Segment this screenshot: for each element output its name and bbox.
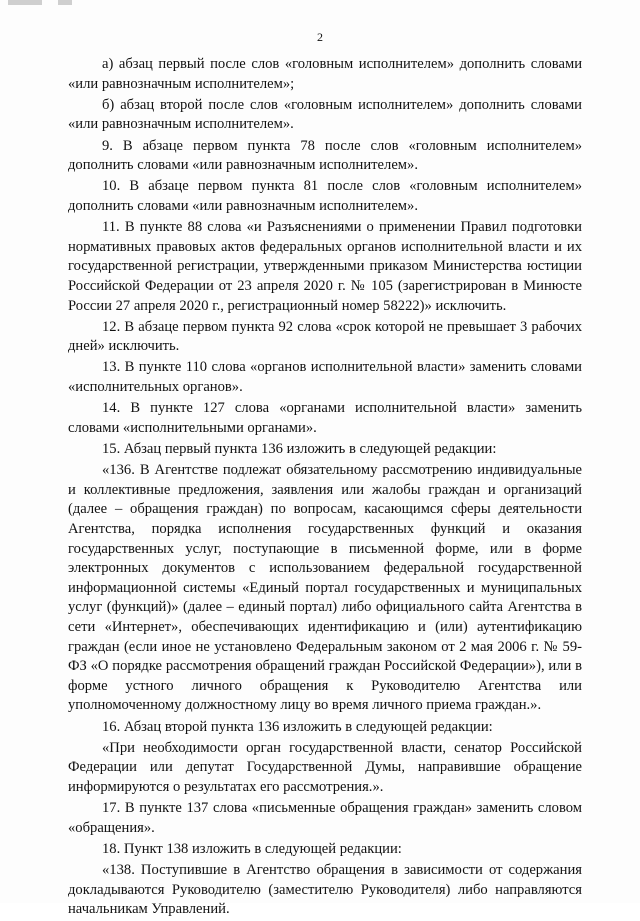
paragraph-136-second-text: «При необходимости орган государственной власти, сенатор Российской Федерации или депутат Государственной Думы, направившие обращение информируются о результатах его рассмотрения.». <box>68 739 582 795</box>
paragraph-14: 14. В пункте 127 слова «органами исполнительной власти» заменить словами «исполнительными органами». <box>68 400 582 436</box>
paragraph-12: 12. В абзаце первом пункта 92 слова «срок которой не превышает 3 рабочих дней» исключить. <box>68 318 582 355</box>
paragraph-136-text: «136. В Агентстве подлежат обязательному рассмотрению индивидуальные и коллективные предложения, заявления или жалобы граждан и организаций (далее – обращения граждан) по вопросам, касающимся сферы деятельности Агентства, порядка исполнения государственных функций и оказания государственных услуг, поступающие в письменной форме, или в форме электронных документов с использованием федеральной государственной информационной системы «Единый портал государственных и муниципальных услуг (функций)» (далее – единый портал) либо официального сайта Агентства в сети «Интернет», обеспечивающих идентификацию и (или) аутентификацию граждан (если иное не установлено Федеральным законом от 2 мая 2006 г. № 59-ФЗ «О порядке рассмотрения обращений граждан Российской Федерации»), или в форме устного личного обращения к Руководителю Агентства или уполномоченному должностному лицу во время личного приема граждан.». <box>68 462 582 714</box>
document-body <box>68 55 582 921</box>
page-number: 2 <box>317 30 323 44</box>
paragraph-10: 10. В абзаце первом пункта 81 после слов «головным исполнителем» дополнить словами «или равнозначным исполнителем». <box>68 178 582 214</box>
paragraph-11: 11. В пункте 88 слова «и Разъяснениями о применении Правил подготовки нормативных правовых актов федеральных органов исполнительной власти и их государственной регистрации, утвержденными приказом Министерства юстиции Российской Федерации от 23 апреля 2020 г. № 105 (зарегистрирован в Минюсте России 27 апреля 2020 г., регистрационный номер 58222)» исключить. <box>68 219 582 314</box>
paragraph-13: 13. В пункте 110 слова «органов исполнительной власти» заменить словами «исполнительных органов». <box>68 359 582 396</box>
scan-edge-marks <box>0 0 640 8</box>
paragraph-16: 16. Абзац второй пункта 136 изложить в следующей редакции: <box>102 718 493 735</box>
paragraph-9: 9. В абзаце первом пункта 78 после слов «головным исполнителем» дополнить словами «или равнозначным исполнителем». <box>68 137 582 174</box>
paragraph-18: 18. Пункт 138 изложить в следующей редакции: <box>102 840 402 857</box>
paragraph-a: а) абзац первый после слов «головным исполнителем» дополнить словами «или равнозначным исполнителем»; <box>68 56 582 92</box>
paragraph-b: б) абзац второй после слов «головным исполнителем» дополнить словами «или равнозначным исполнителем». <box>68 96 582 133</box>
paragraph-17: 17. В пункте 137 слова «письменные обращения граждан» заменить словом «обращения». <box>68 800 582 836</box>
paragraph-138-text: «138. Поступившие в Агентство обращения в зависимости от содержания докладываются Руководителю (заместителю Руководителя) либо направляются начальникам Управлений. <box>68 862 582 918</box>
paragraph-15: 15. Абзац первый пункта 136 изложить в следующей редакции: <box>102 441 497 458</box>
